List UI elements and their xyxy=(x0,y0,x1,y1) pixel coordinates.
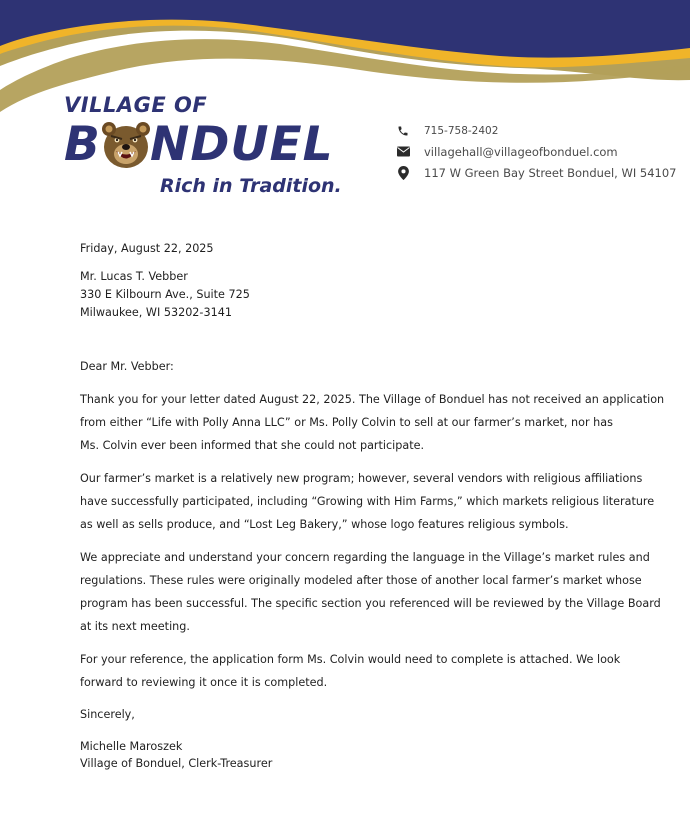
logo-tagline: Rich in Tradition. xyxy=(160,175,342,197)
paragraph-line: from either “Life with Polly Anna LLC” or Ms. Polly Colvin to sell at our farmer’s market, nor has xyxy=(80,416,613,429)
recipient-address xyxy=(80,268,250,322)
paragraph xyxy=(80,648,620,694)
logo-letters-nduel: NDUEL xyxy=(150,117,334,172)
paragraph-line: forward to reviewing it once it is completed. xyxy=(80,676,328,689)
signer-title: Village of Bonduel, Clerk-Treasurer xyxy=(80,757,273,770)
paragraph-line: We appreciate and understand your concern regarding the language in the Village’s market rules and xyxy=(80,551,650,564)
recipient-line: Milwaukee, WI 53202-3141 xyxy=(80,306,232,319)
contact-email-row xyxy=(396,141,686,162)
paragraph xyxy=(80,546,661,638)
village-logo xyxy=(64,92,364,204)
paragraph-line: Our farmer’s market is a relatively new program; however, several vendors with religious affiliations xyxy=(80,472,643,485)
paragraph-line: as well as sells produce, and “Lost Leg Bakery,” whose logo features religious symbols. xyxy=(80,518,569,531)
paragraph-line: For your reference, the application form Ms. Colvin would need to complete is attached. We look xyxy=(80,653,621,666)
logo-letter-b: B xyxy=(64,117,101,172)
signer-name: Michelle Maroszek xyxy=(80,740,183,753)
recipient-line: 330 E Kilbourn Ave., Suite 725 xyxy=(80,288,250,301)
closing: Sincerely, xyxy=(80,708,135,721)
bear-head-icon xyxy=(100,120,152,170)
paragraph-line: regulations. These rules were originally modeled after those of another local farmer’s market whose xyxy=(80,574,642,587)
signature-block xyxy=(80,738,272,772)
logo-bonduel xyxy=(64,117,364,172)
contact-address-row xyxy=(396,162,686,183)
contact-info xyxy=(396,120,686,183)
contact-email: villagehall@villageofbonduel.com xyxy=(424,144,618,159)
phone-icon xyxy=(396,124,410,138)
contact-phone: 715-758-2402 xyxy=(424,124,499,137)
paragraph xyxy=(80,388,664,457)
recipient-line: Mr. Lucas T. Vebber xyxy=(80,270,188,283)
paragraph xyxy=(80,467,654,536)
logo-village-of: VILLAGE OF xyxy=(64,93,208,117)
mail-icon xyxy=(396,145,410,159)
letter-date: Friday, August 22, 2025 xyxy=(80,242,214,255)
paragraph-line: have successfully participated, including “Growing with Him Farms,” which markets religious literature xyxy=(80,495,655,508)
contact-phone-row xyxy=(396,120,686,141)
paragraph-line: Ms. Colvin ever been informed that she could not participate. xyxy=(80,439,425,452)
contact-address: 117 W Green Bay Street Bonduel, WI 54107 xyxy=(424,165,677,180)
salutation: Dear Mr. Vebber: xyxy=(80,360,174,373)
paragraph-line: Thank you for your letter dated August 22, 2025. The Village of Bonduel has not received an application xyxy=(80,393,665,406)
paragraph-line: at its next meeting. xyxy=(80,620,190,633)
paragraph-line: program has been successful. The specific section you referenced will be reviewed by the Village Board xyxy=(80,597,661,610)
location-pin-icon xyxy=(396,166,410,180)
